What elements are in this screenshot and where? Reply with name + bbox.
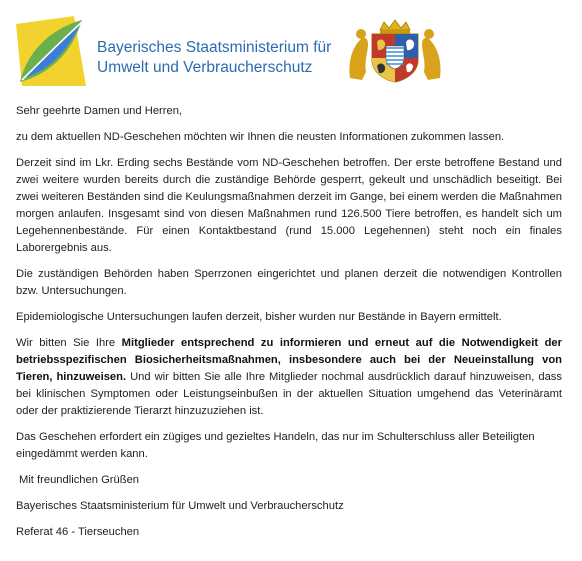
action-paragraph: Das Geschehen erfordert ein zügiges und gezieltes Handeln, das nur im Schulterschluss aller Beteiligten eingedämmt werden kann. xyxy=(16,431,535,460)
situation-paragraph: Derzeit sind im Lkr. Erding sechs Bestände vom ND-Geschehen betroffen. Der erste betroffene Bestand und zwei weitere wurden bereits durch die zuständige Behörde gesperrt, gekeult und unschädlich beseitigt. Bei zwei weiteren Beständen sind die Keulungsmaßnahmen derzeit im Gange, bei einem werden die Maßnahmen morgen anlaufen. Insgesamt sind von diesen Maßnahmen rund 126.500 Tiere betroffen, es handelt sich um Legehennenbestände. Für einen Kontaktbestand (rund 15.000 Legehennen) steht noch ein finales Laborergebnis aus. xyxy=(16,157,562,254)
sender-name: Bayerisches Staatsministerium für Umwelt und Verbraucherschutz xyxy=(16,500,344,512)
intro-paragraph: zu dem aktuellen ND-Geschehen möchten wir Ihnen die neusten Informationen zukommen lassen. xyxy=(16,131,505,143)
request-text-start: Wir bitten Sie Ihre xyxy=(16,337,122,349)
ministry-name xyxy=(97,38,331,78)
bavarian-coat-of-arms-icon xyxy=(346,18,444,84)
salutation: Sehr geehrte Damen und Herren, xyxy=(16,105,183,117)
request-paragraph xyxy=(16,335,562,420)
leaf-logo-icon xyxy=(16,16,86,86)
request-text-bold: Mitglieder entsprechend zu informieren und erneut auf die Notwendigkeit der betriebsspezifischen Biosicherheitsmaßnahmen, insbesondere auch bei der Neueinstallung von Tieren, hinzuweisen. xyxy=(16,337,562,383)
ministry-name-line2: Umwelt und Verbraucherschutz xyxy=(97,59,313,76)
ministry-name-line1: Bayerisches Staatsministerium für xyxy=(97,39,332,56)
authorities-paragraph: Die zuständigen Behörden haben Sperrzonen eingerichtet und planen derzeit die notwendigen Kontrollen bzw. Untersuchungen. xyxy=(16,268,562,297)
closing-greeting: Mit freundlichen Grüßen xyxy=(19,474,140,486)
epidemiology-paragraph: Epidemiologische Untersuchungen laufen derzeit, bisher wurden nur Bestände in Bayern ermittelt. xyxy=(16,311,502,323)
request-text-end: Und wir bitten Sie alle Ihre Mitglieder nochmal ausdrücklich darauf hinzuweisen, dass bei klinischen Symptomen oder Leistungseinbußen in der aktuellen Situation umgehend das Veterinäramt oder der praktizierende Tierarzt hinzuzuziehen ist. xyxy=(16,371,562,417)
letter-body xyxy=(16,103,562,550)
letter-header xyxy=(0,0,582,100)
department-name: Referat 46 - Tierseuchen xyxy=(16,526,140,538)
